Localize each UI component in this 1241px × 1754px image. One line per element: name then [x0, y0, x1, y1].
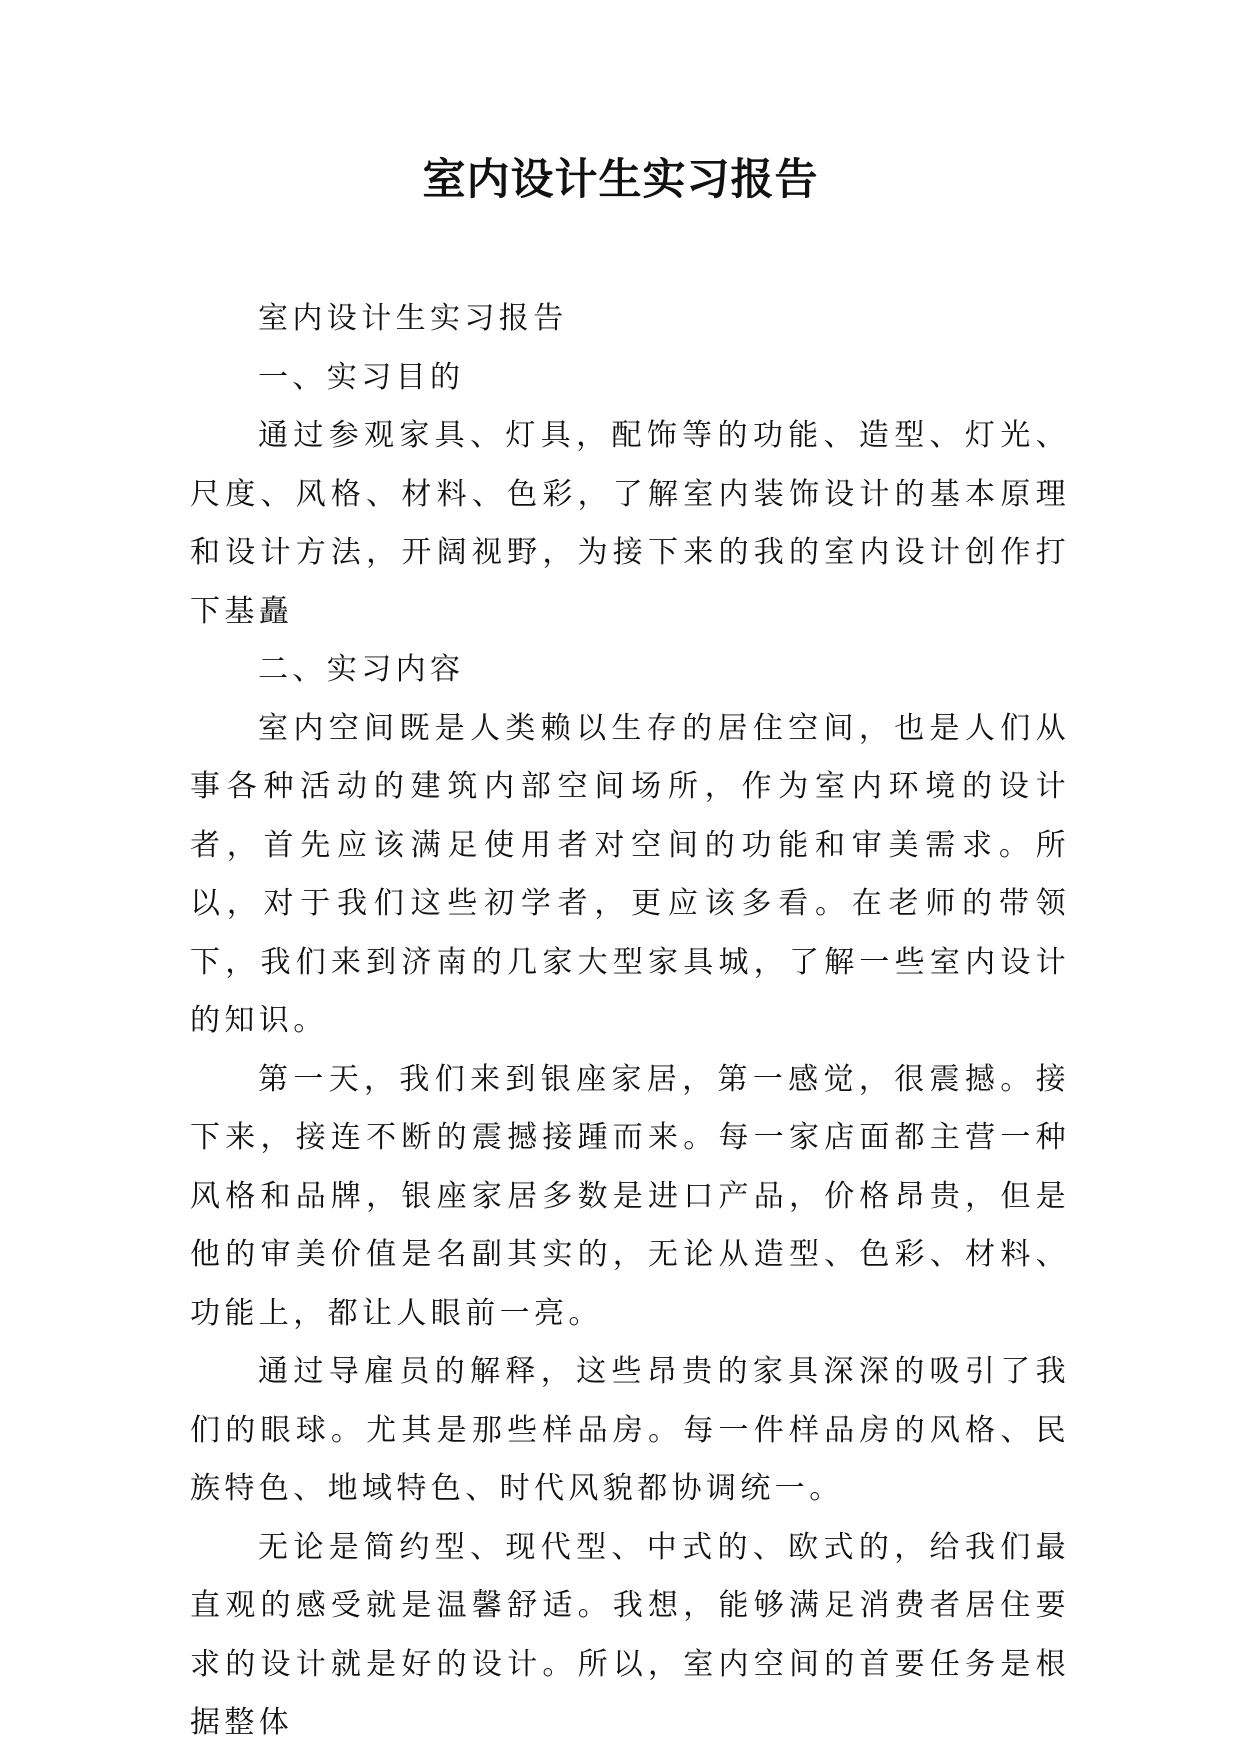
- section-heading-content: 二、实习内容: [258, 652, 465, 687]
- paragraph-guide: 通过导雇员的解释，这些昂贵的家具深深的吸引了我们的眼球。尤其是那些样品房。每一件样品房的风格、民族特色、地域特色、时代风貌都协调统一。: [190, 1354, 1070, 1506]
- paragraph-content-intro: 室内空间既是人类赖以生存的居住空间，也是人们从事各种活动的建筑内部空间场所，作为室内环境的设计者，首先应该满足使用者对空间的功能和审美需求。所以，对于我们这些初学者，更应该多看。在老师的带领下，我们来到济南的几家大型家具城，了解一些室内设计的知识。: [190, 710, 1070, 1038]
- document-body: [190, 290, 1070, 1753]
- section-heading-purpose: 一、实习目的: [258, 359, 465, 395]
- paragraph-heading: 室内设计生实习报告: [258, 301, 568, 336]
- paragraph-purpose: 通过参观家具、灯具，配饰等的功能、造型、灯光、尺度、风格、材料、色彩，了解室内装饰设计的基本原理和设计方法，开阔视野，为接下来的我的室内设计创作打下基矗: [190, 418, 1070, 629]
- document-title: 室内设计生实习报告: [422, 155, 819, 205]
- paragraph-styles: 无论是简约型、现代型、中式的、欧式的，给我们最直观的感受就是温馨舒适。我想，能够满足消费者居住要求的设计就是好的设计。所以，室内空间的首要任务是根据整体: [190, 1529, 1070, 1740]
- paragraph-day-one: 第一天，我们来到银座家居，第一感觉，很震撼。接下来，接连不断的震撼接踵而来。每一家店面都主营一种风格和品牌，银座家居多数是进口产品，价格昂贵，但是他的审美价值是名副其实的，无论从造型、色彩、材料、功能上，都让人眼前一亮。: [190, 1061, 1070, 1331]
